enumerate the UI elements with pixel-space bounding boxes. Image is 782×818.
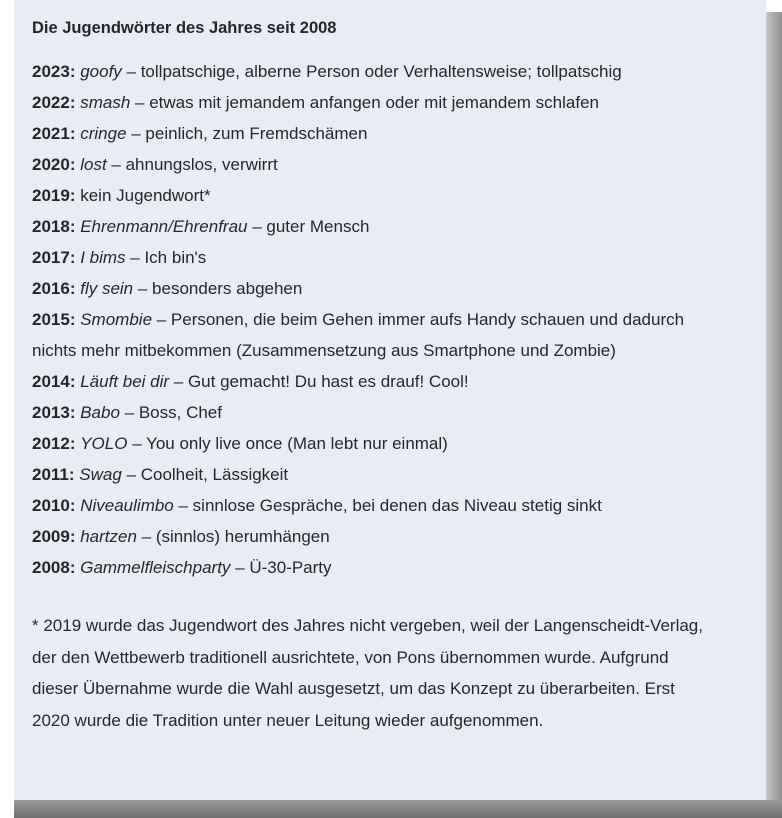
entry-description: – Boss, Chef xyxy=(119,403,222,422)
entry-description: – Ich bin's xyxy=(125,248,207,267)
list-item xyxy=(32,118,692,149)
entry-description: – (sinnlos) herumhängen xyxy=(136,527,330,546)
entry-term: Ehrenmann/Ehrenfrau xyxy=(80,217,248,236)
entry-description: – Coolheit, Lässigkeit xyxy=(121,465,289,484)
list-item xyxy=(32,211,692,242)
entry-description: – Ü-30-Party xyxy=(230,558,332,577)
entry-year: 2021: xyxy=(32,124,76,143)
list-item xyxy=(32,273,692,304)
entry-term: Niveaulimbo xyxy=(80,496,174,515)
entry-year: 2014: xyxy=(32,372,76,391)
list-item xyxy=(32,180,692,211)
entry-description: – peinlich, zum Fremdschämen xyxy=(126,124,368,143)
list-item xyxy=(32,149,692,180)
entry-year: 2019: xyxy=(32,186,76,205)
entry-description: – besonders abgehen xyxy=(133,279,303,298)
list-item xyxy=(32,87,692,118)
entry-description: – Gut gemacht! Du hast es drauf! Cool! xyxy=(169,372,469,391)
frame-shadow-bottom xyxy=(14,800,782,818)
entry-term: Läuft bei dir xyxy=(80,372,170,391)
entry-description: – guter Mensch xyxy=(247,217,370,236)
entry-year: 2008: xyxy=(32,558,76,577)
entry-year: 2017: xyxy=(32,248,76,267)
list-item xyxy=(32,242,692,273)
footnote: * 2019 wurde das Jugendwort des Jahres nicht vergeben, weil der Langenscheidt-Verlag, der den Wettbewerb traditionell ausrichtete, von Pons übernommen wurde. Aufgrund dieser Übernahme wurde die Wahl ausgesetzt, um das Konzept zu überarbeiten. Erst 2020 wurde die Tradition unter neuer Leitung wieder aufgenommen. xyxy=(32,616,703,730)
list-item xyxy=(32,490,692,521)
entry-term: fly sein xyxy=(80,279,134,298)
entry-year: 2009: xyxy=(32,527,76,546)
entry-description: – You only live once (Man lebt nur einmal) xyxy=(127,434,448,453)
entry-term: Swag xyxy=(79,465,122,484)
entry-term: cringe xyxy=(80,124,127,143)
box-title: Die Jugendwörter des Jahres seit 2008 xyxy=(32,19,337,37)
list-item xyxy=(32,428,692,459)
list-item xyxy=(32,366,692,397)
entry-year: 2016: xyxy=(32,279,76,298)
entry-year: 2011: xyxy=(32,465,75,484)
entry-year: 2020: xyxy=(32,155,76,174)
list-item xyxy=(32,521,692,552)
entry-year: 2012: xyxy=(32,434,76,453)
entry-year: 2013: xyxy=(32,403,76,422)
entry-term: smash xyxy=(80,93,131,112)
entry-term: goofy xyxy=(80,62,122,81)
entry-description: – ahnungslos, verwirrt xyxy=(106,155,278,174)
entry-description: – etwas mit jemandem anfangen oder mit jemandem schlafen xyxy=(130,93,599,112)
entry-year: 2015: xyxy=(32,310,76,329)
entry-term: Smombie xyxy=(80,310,153,329)
entry-term: YOLO xyxy=(80,434,128,453)
entry-description: – Personen, die beim Gehen immer aufs Handy schauen und dadurch nichts mehr mitbekommen (Zusammensetzung aus Smartphone und Zombie) xyxy=(32,310,685,360)
youth-word-list xyxy=(32,56,766,583)
info-box xyxy=(14,0,766,800)
entry-term: lost xyxy=(80,155,107,174)
entry-year: 2022: xyxy=(32,93,76,112)
entry-year: 2023: xyxy=(32,62,76,81)
entry-description: – sinnlose Gespräche, bei denen das Niveau stetig sinkt xyxy=(173,496,602,515)
entry-term: Gammelfleischparty xyxy=(80,558,231,577)
list-item xyxy=(32,56,692,87)
list-item xyxy=(32,552,692,583)
entry-description: kein Jugendwort* xyxy=(75,186,211,205)
frame-shadow-right xyxy=(766,12,782,818)
list-item xyxy=(32,304,692,366)
entry-term: hartzen xyxy=(80,527,137,546)
entry-term: Babo xyxy=(80,403,120,422)
entry-term: I bims xyxy=(80,248,126,267)
entry-year: 2018: xyxy=(32,217,76,236)
entry-year: 2010: xyxy=(32,496,76,515)
entry-description: – tollpatschige, alberne Person oder Verhaltensweise; tollpatschig xyxy=(121,62,622,81)
list-item xyxy=(32,459,692,490)
list-item xyxy=(32,397,692,428)
